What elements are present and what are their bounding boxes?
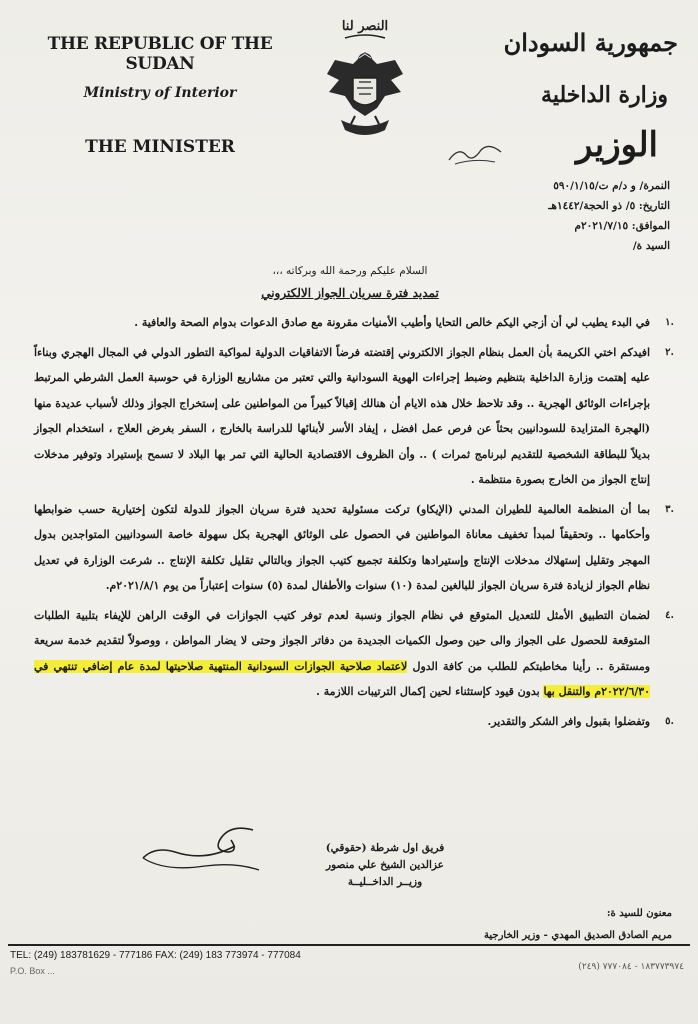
arabic-minister-title: الوزير: [575, 125, 658, 165]
reference-number: النمرة/ و د/م ت/٥٩٠/١/١٥: [553, 180, 670, 192]
footer-contact: TEL: (249) 183781629 - 777186 FAX: (249) 183 773974 - 777084: [10, 950, 301, 961]
paragraph-number: .٣: [665, 503, 674, 515]
signatory-name: عزالدين الشيخ علي منصور: [326, 859, 444, 871]
highlighted-request: لاعتماد صلاحية الجوازات السودانية المنتهية صلاحيتها لمدة عام إضافي تنتهي في ٢٠٢٢/٦/٣٠م والتنقل بها: [34, 659, 650, 698]
paragraph-number: .٥: [665, 715, 674, 727]
signatory-title: وزيــر الداخــليــة: [347, 876, 423, 888]
minister-signature: [135, 822, 265, 882]
paragraph-tail: بدون قيود كإستثناء لحين إكمال الترتيبات اللازمة .: [316, 685, 540, 698]
gregorian-date: الموافق: ٢٠٢١/٧/١٥م: [574, 220, 670, 232]
cc-recipient: مريم الصادق الصديق المهدي - وزير الخارجية: [484, 930, 672, 941]
paragraph-5: [34, 709, 674, 735]
paragraph-3: [34, 497, 674, 599]
paragraph-number: .٤: [665, 609, 674, 621]
initials-scribble: [445, 138, 505, 168]
addressee: السيد ة/: [632, 240, 670, 252]
paragraph-1: [34, 310, 674, 336]
letter-body: [34, 310, 674, 738]
paragraph-text: افيدكم اختي الكريمة بأن العمل بنظام الجواز الالكتروني إقتضته فرضاً الاتفاقيات الدولية لمواكبة التطور الدولي في المجال الهجري وبناءاً عليه إهتمت وزارة الداخلية بتنظيم وضبط إجراءات الهوية السودانية والتي تعتبر من مشاريع الوزارة في حوسبة العمل الشرطي المرتبط بإجراءات الوثائق الهجرية .. وقد تلاحظ خلال هذه الايام أن هنالك إقبالاً كبيراً من المواطنين على إستخراج الجواز وذلك لأسباب عديدة منها (الهجرة المتزايدة للسودانيين بحثاً عن فرص عمل افضل ، إيفاد الأسر لأبنائها للدراسة بالخارج ، السفر بغرض العلاج ، استخدام الجواز بديلاً للبطاقة الشخصية للتقديم لبرنامج ثمرات ) .. وأن الظروف الاقتصادية الحالية التي تمر بها البلاد لا تسمح بإستيراد وتوفير مدخلات إنتاج الجواز من الخارج بصورة منتظمة .: [34, 345, 650, 486]
footer-divider: [8, 944, 690, 946]
greeting: السلام عليكم ورحمة الله وبركاته ،،،: [272, 265, 428, 277]
paragraph-2: [34, 340, 674, 493]
arabic-republic-title: جمهورية السودان: [503, 28, 678, 57]
sudan-emblem-icon: [315, 12, 415, 152]
subject-line: تمديد فترة سريان الجواز الالكتروني: [261, 286, 439, 300]
paragraph-text: بما أن المنظمة العالمية للطيران المدني (الإيكاو) تركت مسئولية تحديد فترة سريان الجواز للدولة لتكون إختيارية حسب ضوابطها وأحكامها .. وتحقيقاً لمبدأ تخفيف معاناة المواطنين في الحصول على الوثائق الهجرية بكل سهولة خاصة السودانيين المتواجدين بدول المهجر وتقليل إستهلاك مدخلات الإنتاج وإستيرادها وتكلفة تجميع كتيب الجواز وبالتالي تقليل تكلفة الإنتاج .. شرعت الوزارة في تعديل نظام الجواز لزيادة فترة سريان الجواز للبالغين لمدة (١٠) سنوات والأطفال لمدة (٥) سنوات إعتباراً من يوم ٢٠٢١/٨/١م.: [34, 502, 650, 592]
signatory-rank: فريق اول شرطة (حقوقي): [325, 842, 445, 854]
paragraph-text: وتفضلوا بقبول وافر الشكر والتقدير.: [487, 714, 650, 728]
paragraph-number: .٢: [665, 346, 674, 358]
english-ministry-title: Ministry of Interior: [83, 85, 237, 101]
paragraph-text: في البدء يطيب لي أن أزجي اليكم خالص التحايا وأطيب الأمنيات مقرونة مع صادق الدعوات بدوام الصحة والعافية .: [134, 316, 650, 329]
paragraph-text: لضمان التطبيق الأمثل للتعديل المتوقع في نظام الجواز ونسبة لعدم توفر كتيب الجوازات في الوقت الراهن للإيفاء بتلبية الطلبات المتوقعة للحصول على الجواز والى حين وصول الكميات الجديدة من دفاتر الجواز وحتى لا يضار المواطن ، ووصولاً لتقديم خدمة سريعة ومستقرة .. رأينا مخاطبتكم للطلب من كافة الدول: [34, 608, 651, 673]
cc-label: معنون للسيد ة:: [606, 908, 672, 919]
paragraph-4: [34, 603, 674, 705]
paragraph-number: .١: [665, 317, 674, 328]
english-minister-title: THE MINISTER: [85, 137, 235, 157]
svg-text:النصر لنا: النصر لنا: [341, 19, 389, 34]
signature-block: [305, 840, 465, 891]
arabic-ministry-title: وزارة الداخلية: [541, 82, 668, 108]
hijri-date: التاريخ: ٥/ ذو الحجة/١٤٤٢هـ: [548, 200, 670, 212]
english-republic-title: THE REPUBLIC OF THE SUDAN: [47, 34, 273, 74]
footer-contact-arabic: (٢٤٩) ١٨٣٧٧٣٩٧٤ - ٧٧٧٠٨٤: [578, 962, 684, 972]
footer-cut-line: P.O. Box ...: [10, 966, 55, 976]
